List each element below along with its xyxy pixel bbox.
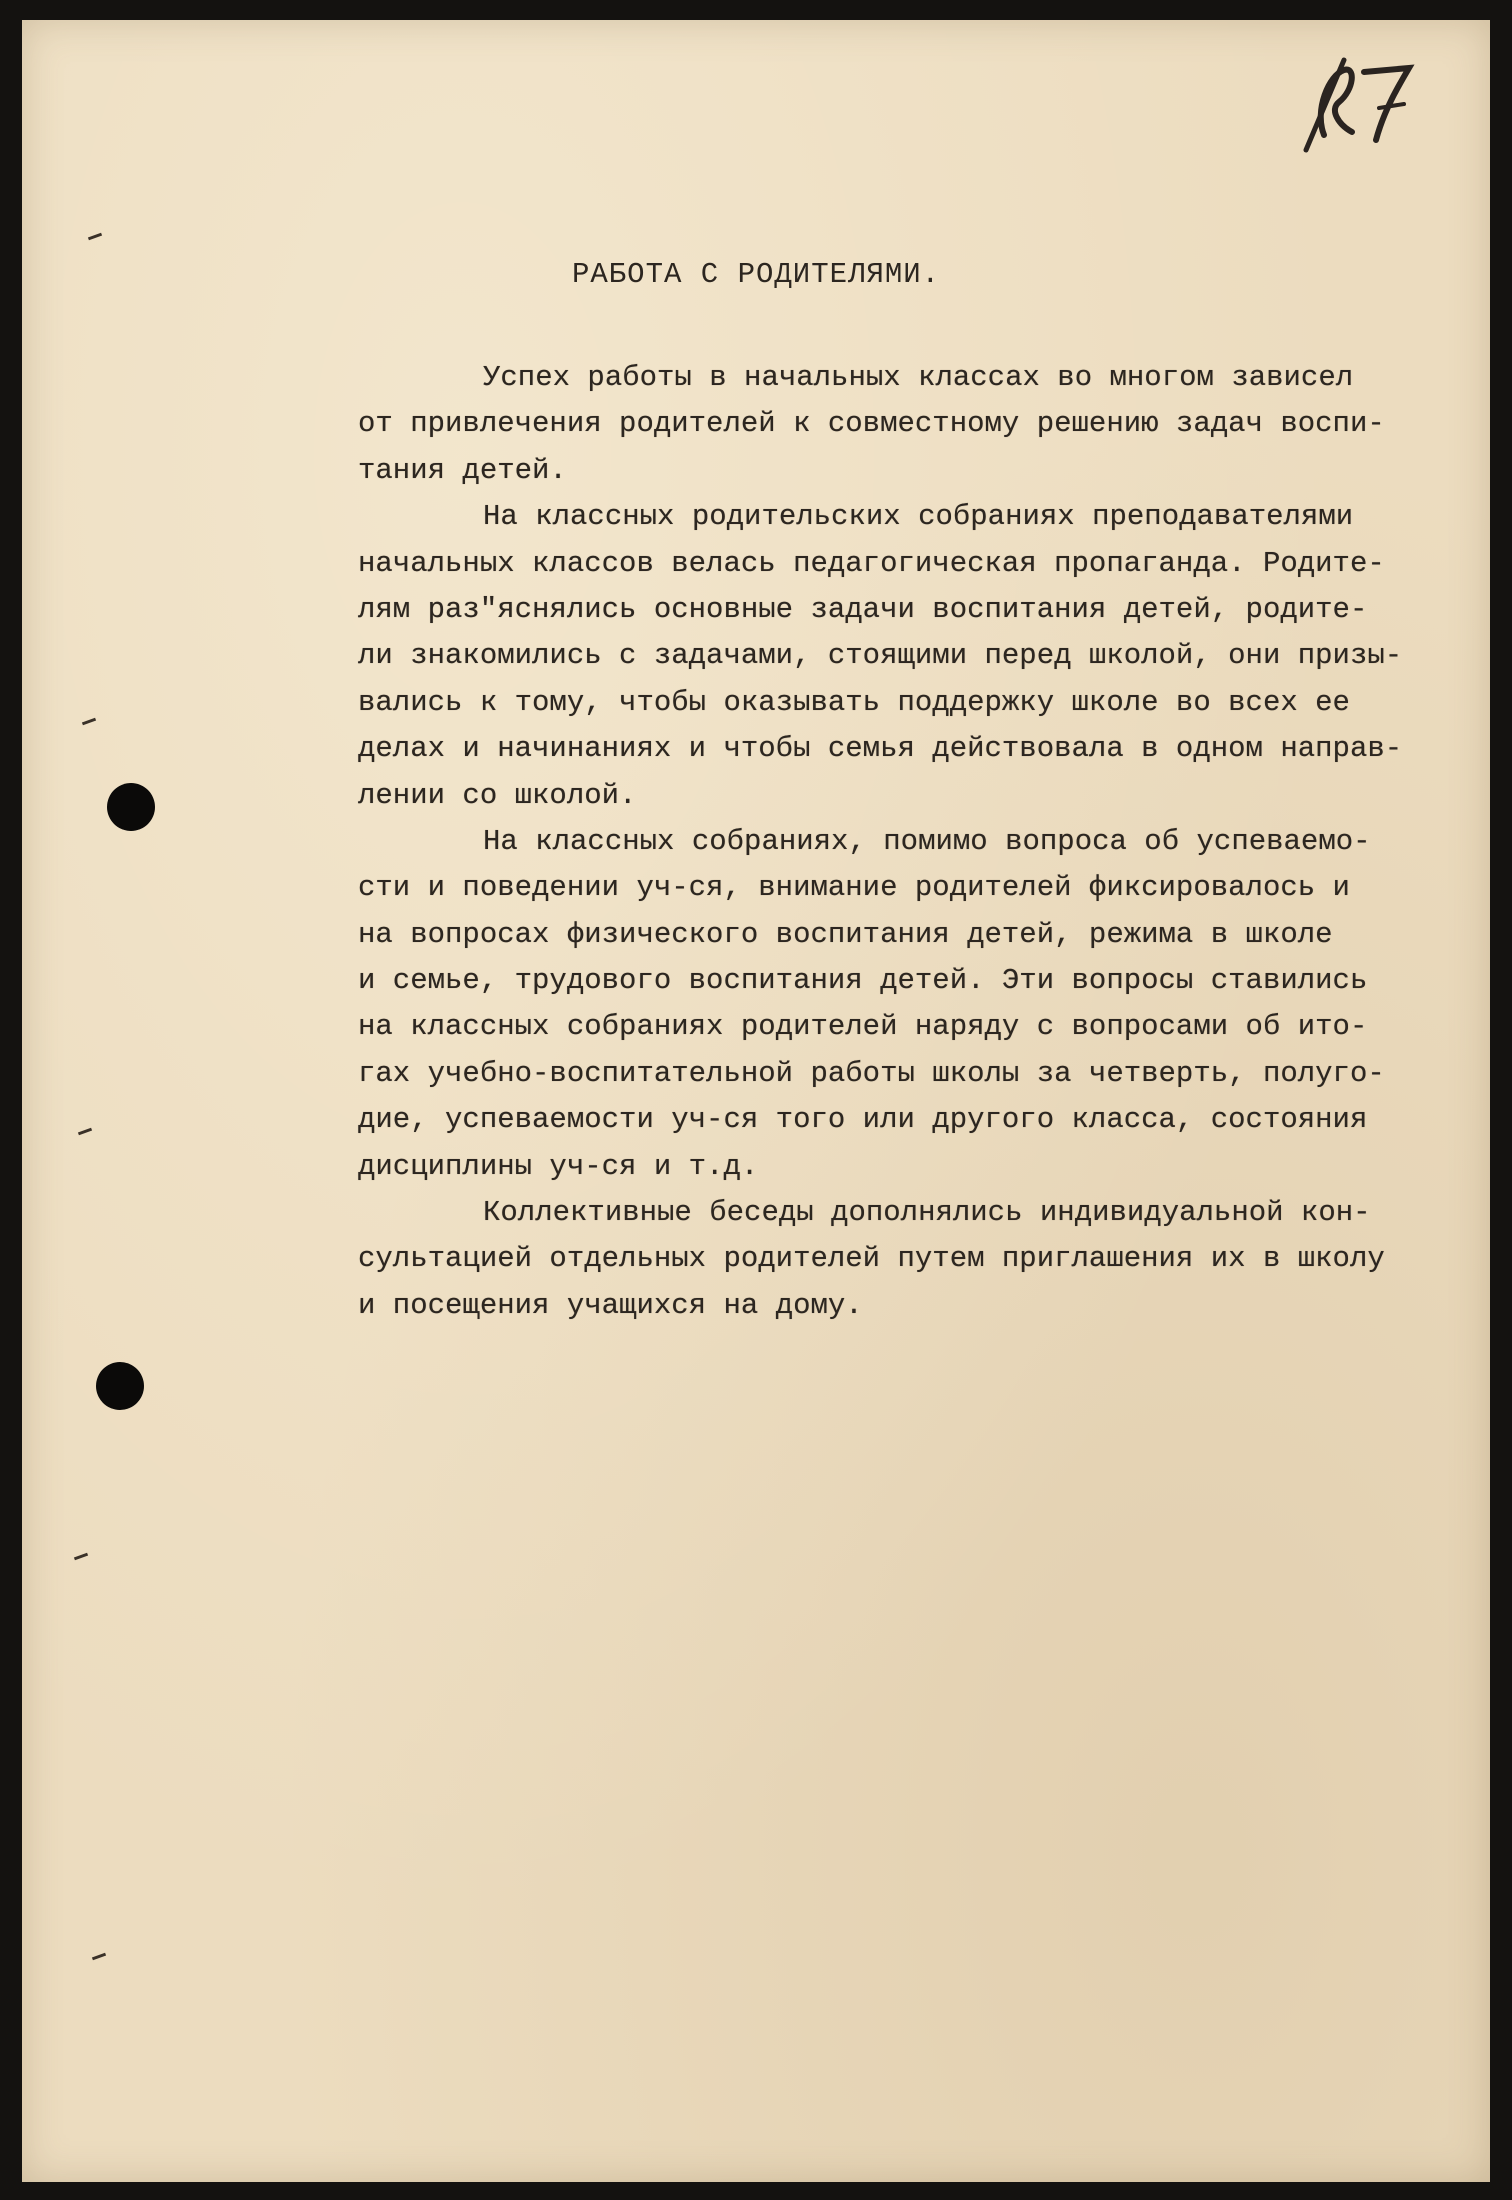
punch-hole xyxy=(96,1362,144,1410)
margin-mark xyxy=(78,1128,92,1136)
text-line: сультацией отдельных родителей путем приглашения их в школу xyxy=(358,1242,1385,1276)
text-line: На классных собраниях, помимо вопроса об успеваемо- xyxy=(483,824,1371,858)
document-title: РАБОТА С РОДИТЕЛЯМИ. xyxy=(571,258,941,291)
text-line: делах и начинаниях и чтобы семья действовала в одном направ- xyxy=(358,732,1403,766)
text-line: гах учебно-воспитательной работы школы за четверть, полуго- xyxy=(358,1056,1385,1090)
document-body xyxy=(358,355,1458,1329)
text-line: лям раз"яснялись основные задачи воспитания детей, родите- xyxy=(358,592,1368,626)
text-line: лении со школой. xyxy=(358,778,637,812)
handwritten-page-number xyxy=(1284,40,1444,170)
text-line: вались к тому, чтобы оказывать поддержку школе во всех ее xyxy=(358,685,1350,719)
margin-mark xyxy=(88,233,102,241)
margin-mark xyxy=(74,1553,88,1561)
text-line: на вопросах физического воспитания детей, режима в школе xyxy=(358,917,1333,951)
text-line: сти и поведении уч-ся, внимание родителей фиксировалось и xyxy=(358,871,1350,905)
margin-mark xyxy=(82,718,96,726)
text-line: на классных собраниях родителей наряду с вопросами об ито- xyxy=(358,1010,1368,1044)
text-line: Коллективные беседы дополнялись индивидуальной кон- xyxy=(483,1196,1371,1230)
text-line: начальных классов велась педагогическая пропаганда. Родите- xyxy=(358,546,1385,580)
punch-hole xyxy=(107,783,155,831)
text-line: и посещения учащихся на дому. xyxy=(358,1288,863,1322)
text-line: и семье, трудового воспитания детей. Эти вопросы ставились xyxy=(358,964,1368,998)
text-line: ли знакомились с задачами, стоящими перед школой, они призы- xyxy=(358,639,1403,673)
text-line: Успех работы в начальных классах во многом зависел xyxy=(483,361,1354,394)
text-line: от привлечения родителей к совместному решению задач воспи- xyxy=(358,407,1385,441)
text-line: дисциплины уч-ся и т.д. xyxy=(358,1149,759,1183)
margin-mark xyxy=(92,1953,106,1961)
text-line: дие, успеваемости уч-ся того или другого класса, состояния xyxy=(358,1103,1368,1137)
text-line: тания детей. xyxy=(358,453,567,487)
text-line: На классных родительских собраниях преподавателями xyxy=(483,500,1354,534)
